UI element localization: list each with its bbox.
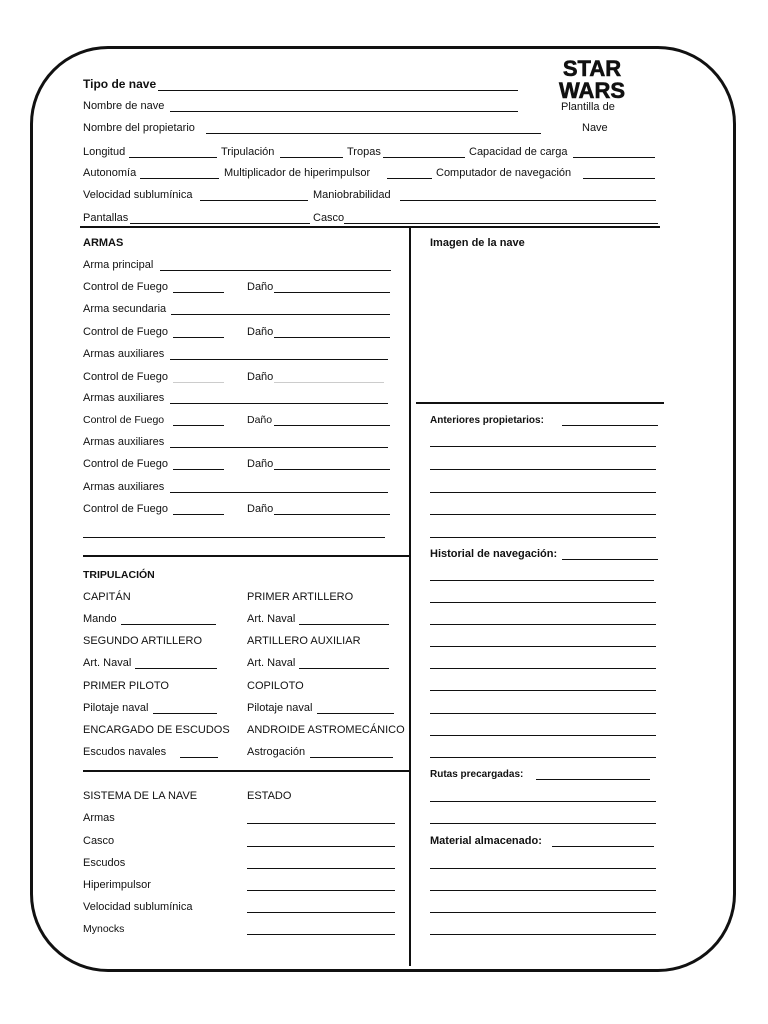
sistema-item: Casco [83, 835, 115, 847]
art-naval-label: Art. Naval [83, 657, 132, 669]
anteriores-line[interactable] [430, 514, 656, 515]
logo-subtitle-1: Plantilla de [561, 101, 615, 113]
logo-line1: STAR [562, 56, 622, 81]
nombre-label: Nombre de nave [83, 100, 165, 112]
carga-label: Capacidad de carga [469, 146, 568, 158]
estado-field[interactable] [247, 912, 395, 913]
velocidad-field[interactable] [200, 200, 308, 201]
control-fuego-label: Control de Fuego [83, 371, 168, 383]
astrogacion-field[interactable] [310, 757, 393, 758]
rutas-line[interactable] [430, 801, 656, 802]
material-title: Material almacenado: [430, 835, 542, 847]
material-line[interactable] [430, 912, 656, 913]
control-fuego-field[interactable] [173, 425, 224, 426]
material-field[interactable] [552, 846, 654, 847]
armas-auxiliares-label: Armas auxiliares [83, 481, 165, 493]
dano-label: Daño [247, 503, 274, 515]
historial-line[interactable] [430, 735, 656, 736]
art-naval-field[interactable] [299, 624, 389, 625]
star-wars-logo [542, 56, 642, 102]
hiperimpulsor-field[interactable] [387, 178, 432, 179]
armas-auxiliares-label: Armas auxiliares [83, 392, 165, 404]
autonomia-field[interactable] [140, 178, 219, 179]
sistema-item: Escudos [83, 857, 126, 869]
material-line[interactable] [430, 934, 656, 935]
control-fuego-field[interactable] [173, 292, 224, 293]
arma-secundaria-label: Arma secundaria [83, 303, 167, 315]
androide-label: ANDROIDE ASTROMECÁNICO [247, 724, 405, 736]
art-naval-field[interactable] [299, 668, 389, 669]
armas-bottom-rule [83, 555, 409, 557]
sistema-item: Velocidad sublumínica [83, 901, 193, 913]
dano-label: Daño [247, 458, 274, 470]
art-naval-label: Art. Naval [247, 613, 296, 625]
rutas-line[interactable] [430, 823, 656, 824]
control-fuego-label: Control de Fuego [83, 326, 168, 338]
computador-field[interactable] [583, 178, 655, 179]
anteriores-line[interactable] [430, 492, 656, 493]
armas-auxiliares-field[interactable] [170, 403, 388, 404]
pilotaje-label: Pilotaje naval [83, 702, 149, 714]
hiperimpulsor-label: Multiplicador de hiperimpulsor [224, 167, 371, 179]
control-fuego-label: Control de Fuego [83, 414, 165, 426]
pilotaje-field[interactable] [317, 713, 394, 714]
carga-field[interactable] [573, 157, 655, 158]
longitud-label: Longitud [83, 146, 126, 158]
historial-title: Historial de navegación: [430, 548, 558, 560]
mando-field[interactable] [121, 624, 216, 625]
armas-auxiliares-field[interactable] [170, 492, 388, 493]
estado-field[interactable] [247, 934, 395, 935]
segundo-artillero-label: SEGUNDO ARTILLERO [83, 635, 202, 647]
capitan-label: CAPITÁN [83, 591, 131, 603]
nombre-field[interactable] [170, 111, 518, 112]
pilotaje-field[interactable] [153, 713, 217, 714]
dano-field[interactable] [274, 337, 390, 338]
dano-field[interactable] [274, 425, 390, 426]
pilotaje-label: Pilotaje naval [247, 702, 313, 714]
tripulacion-bottom-rule [83, 770, 409, 772]
escudos-navales-label: Escudos navales [83, 746, 167, 758]
control-fuego-field[interactable] [173, 337, 224, 338]
historial-line[interactable] [430, 690, 656, 691]
anteriores-title: Anteriores propietarios: [430, 415, 544, 426]
armas-auxiliares-label: Armas auxiliares [83, 436, 165, 448]
tropas-field[interactable] [383, 157, 465, 158]
control-fuego-field[interactable] [173, 469, 224, 470]
propietario-label: Nombre del propietario [83, 122, 195, 134]
mando-label: Mando [83, 613, 117, 625]
control-fuego-field[interactable] [173, 514, 224, 515]
longitud-field[interactable] [129, 157, 217, 158]
primer-artillero-label: PRIMER ARTILLERO [247, 591, 354, 603]
pantallas-label: Pantallas [83, 212, 129, 224]
anteriores-line[interactable] [430, 537, 656, 538]
computador-label: Computador de navegación [436, 167, 572, 179]
art-naval-label: Art. Naval [247, 657, 296, 669]
material-line[interactable] [430, 890, 656, 891]
dano-field[interactable] [274, 292, 390, 293]
historial-line[interactable] [430, 646, 656, 647]
dano-field[interactable] [274, 382, 384, 383]
dano-field[interactable] [274, 469, 390, 470]
maniobrabilidad-field[interactable] [400, 200, 656, 201]
control-fuego-label: Control de Fuego [83, 281, 168, 293]
anteriores-field[interactable] [562, 425, 658, 426]
arma-secundaria-field[interactable] [171, 314, 390, 315]
image-box-rule [416, 402, 664, 404]
autonomia-label: Autonomía [83, 167, 137, 179]
rutas-field[interactable] [536, 779, 650, 780]
logo-subtitle-2: Nave [582, 122, 608, 134]
armas-auxiliares-field[interactable] [170, 447, 388, 448]
sistema-item: Hiperimpulsor [83, 879, 151, 891]
material-line[interactable] [430, 868, 656, 869]
propietario-field[interactable] [206, 133, 541, 134]
estado-field[interactable] [247, 890, 395, 891]
rutas-title: Rutas precargadas: [430, 769, 524, 780]
art-naval-field[interactable] [135, 668, 217, 669]
armas-auxiliares-label: Armas auxiliares [83, 348, 165, 360]
casco-field[interactable] [344, 223, 658, 224]
control-fuego-label: Control de Fuego [83, 458, 168, 470]
armas-extra-line[interactable] [83, 537, 385, 538]
dano-label: Daño [247, 326, 274, 338]
historial-line[interactable] [430, 757, 656, 758]
tipo-field[interactable] [158, 90, 518, 91]
ship-image-area[interactable] [420, 255, 658, 397]
estado-field[interactable] [247, 868, 395, 869]
maniobrabilidad-label: Maniobrabilidad [313, 189, 391, 201]
historial-line[interactable] [430, 668, 656, 669]
sistema-item: Armas [83, 812, 115, 824]
historial-line[interactable] [430, 602, 656, 603]
arma-principal-label: Arma principal [83, 259, 154, 271]
astrogacion-label: Astrogación [247, 746, 306, 758]
control-fuego-field[interactable] [173, 382, 224, 383]
imagen-title: Imagen de la nave [430, 237, 525, 249]
sistema-title: SISTEMA DE LA NAVE [83, 790, 198, 802]
tripulacion-title: TRIPULACIÓN [83, 569, 155, 581]
estado-title: ESTADO [247, 790, 292, 802]
arma-principal-field[interactable] [160, 270, 391, 271]
escudos-navales-field[interactable] [180, 757, 218, 758]
logo-line2: WARS [559, 78, 625, 102]
armas-auxiliares-field[interactable] [170, 359, 388, 360]
header-rule [80, 226, 660, 228]
historial-line[interactable] [430, 580, 654, 581]
anteriores-line[interactable] [430, 469, 656, 470]
estado-field[interactable] [247, 846, 395, 847]
sistema-item: Mynocks [83, 923, 125, 935]
dano-label: Daño [247, 371, 274, 383]
estado-field[interactable] [247, 823, 395, 824]
tripulacion-label: Tripulación [221, 146, 275, 158]
casco-label: Casco [313, 212, 345, 224]
historial-line[interactable] [430, 624, 656, 625]
pantallas-field[interactable] [130, 223, 310, 224]
tripulacion-field[interactable] [280, 157, 343, 158]
dano-field[interactable] [274, 514, 390, 515]
historial-field[interactable] [562, 559, 658, 560]
historial-line[interactable] [430, 713, 656, 714]
copiloto-label: COPILOTO [247, 680, 304, 692]
tipo-label: Tipo de nave [83, 77, 157, 91]
anteriores-line[interactable] [430, 446, 656, 447]
velocidad-label: Velocidad sublumínica [83, 189, 193, 201]
column-divider [409, 228, 411, 966]
artillero-auxiliar-label: ARTILLERO AUXILIAR [247, 635, 361, 647]
control-fuego-label: Control de Fuego [83, 503, 168, 515]
escudos-encargado-label: ENCARGADO DE ESCUDOS [83, 724, 230, 736]
armas-title: ARMAS [83, 237, 124, 249]
dano-label: Daño [247, 281, 274, 293]
primer-piloto-label: PRIMER PILOTO [83, 680, 169, 692]
tropas-label: Tropas [347, 146, 381, 158]
dano-label: Daño [247, 414, 273, 426]
